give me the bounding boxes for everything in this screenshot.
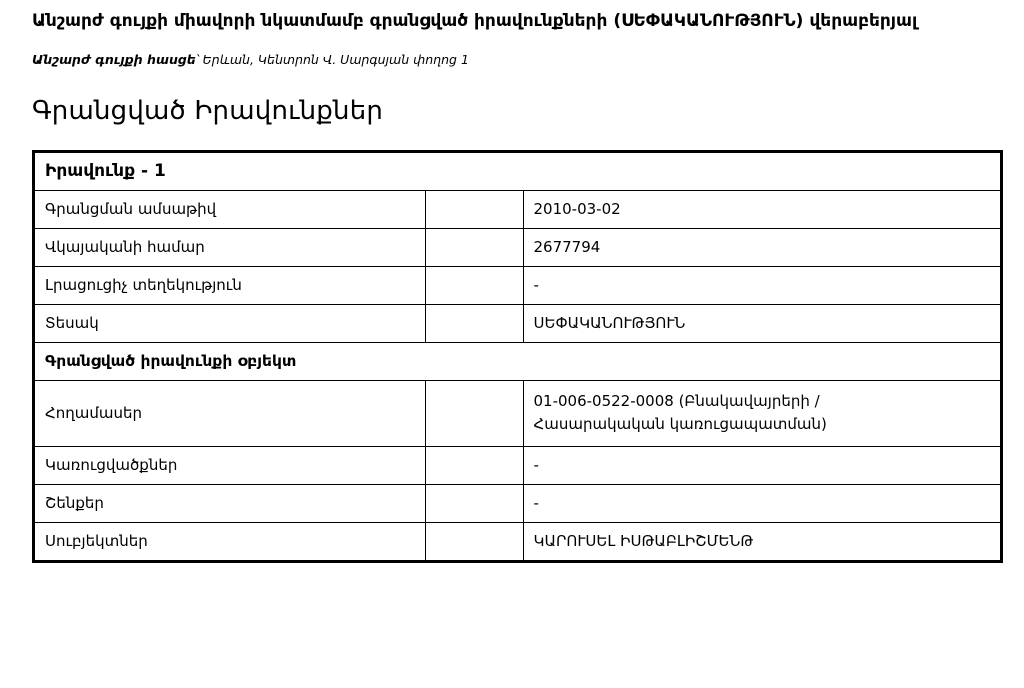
address-value: ՝ Երևան, Կենտրոն Վ. Սարգսյան փողոց 1 — [195, 52, 469, 67]
empty-cell — [426, 190, 523, 228]
address-label: Անշարժ գույքի հասցե — [32, 52, 196, 67]
table-row — [34, 484, 1002, 522]
row-value-subjects: ԿԱՐՈՒՍԵԼ ԻՍԹԱԲԼԻՇՄԵՆԹ — [523, 522, 1002, 561]
empty-cell — [426, 228, 523, 266]
row-label-structures: Կառուցվածքներ — [34, 446, 426, 484]
table-row — [34, 446, 1002, 484]
row-value-land-plots — [523, 380, 1002, 446]
empty-cell — [426, 446, 523, 484]
document-page — [32, 8, 1007, 563]
row-value-structures: - — [523, 446, 1002, 484]
row-value-buildings: - — [523, 484, 1002, 522]
land-plot-purpose: Հասարակական կառուցապատման) — [533, 415, 827, 434]
row-value-additional-info: - — [523, 266, 1002, 304]
row-label-additional-info: Լրացուցիչ տեղեկություն — [34, 266, 426, 304]
document-title: Անշարժ գույքի միավորի նկատմամբ գրանցված իրավունքների (ՍԵՓԱԿԱՆՈՒԹՅՈՒՆ) վերաբերյալ — [32, 11, 918, 31]
empty-cell — [426, 380, 523, 446]
table-row — [34, 190, 1002, 228]
row-value-registration-date: 2010-03-02 — [523, 190, 1002, 228]
table-row — [34, 228, 1002, 266]
object-header: Գրանցված իրավունքի օբյեկտ — [34, 342, 1002, 380]
property-address — [32, 51, 1007, 69]
empty-cell — [426, 304, 523, 342]
row-label-land-plots: Հողամասեր — [34, 380, 426, 446]
row-label-registration-date: Գրանցման ամսաթիվ — [34, 190, 426, 228]
row-label-subjects: Սուբյեկտներ — [34, 522, 426, 561]
land-plot-code: 01-006-0522-0008 (Բնակավայրերի / — [533, 392, 820, 411]
table-row — [34, 151, 1002, 190]
table-row — [34, 342, 1002, 380]
row-label-buildings: Շենքեր — [34, 484, 426, 522]
registered-rights-table — [32, 150, 1003, 563]
row-label-certificate-number: Վկայականի համար — [34, 228, 426, 266]
empty-cell — [426, 484, 523, 522]
table-row — [34, 380, 1002, 446]
table-row — [34, 266, 1002, 304]
row-label-type: Տեսակ — [34, 304, 426, 342]
empty-cell — [426, 522, 523, 561]
row-value-type: ՍԵՓԱԿԱՆՈՒԹՅՈՒՆ — [523, 304, 1002, 342]
row-value-certificate-number: 2677794 — [523, 228, 1002, 266]
table-row — [34, 304, 1002, 342]
table-row — [34, 522, 1002, 561]
section-title: Գրանցված Իրավունքներ — [32, 96, 384, 126]
empty-cell — [426, 266, 523, 304]
right-header: Իրավունք - 1 — [34, 151, 1002, 190]
